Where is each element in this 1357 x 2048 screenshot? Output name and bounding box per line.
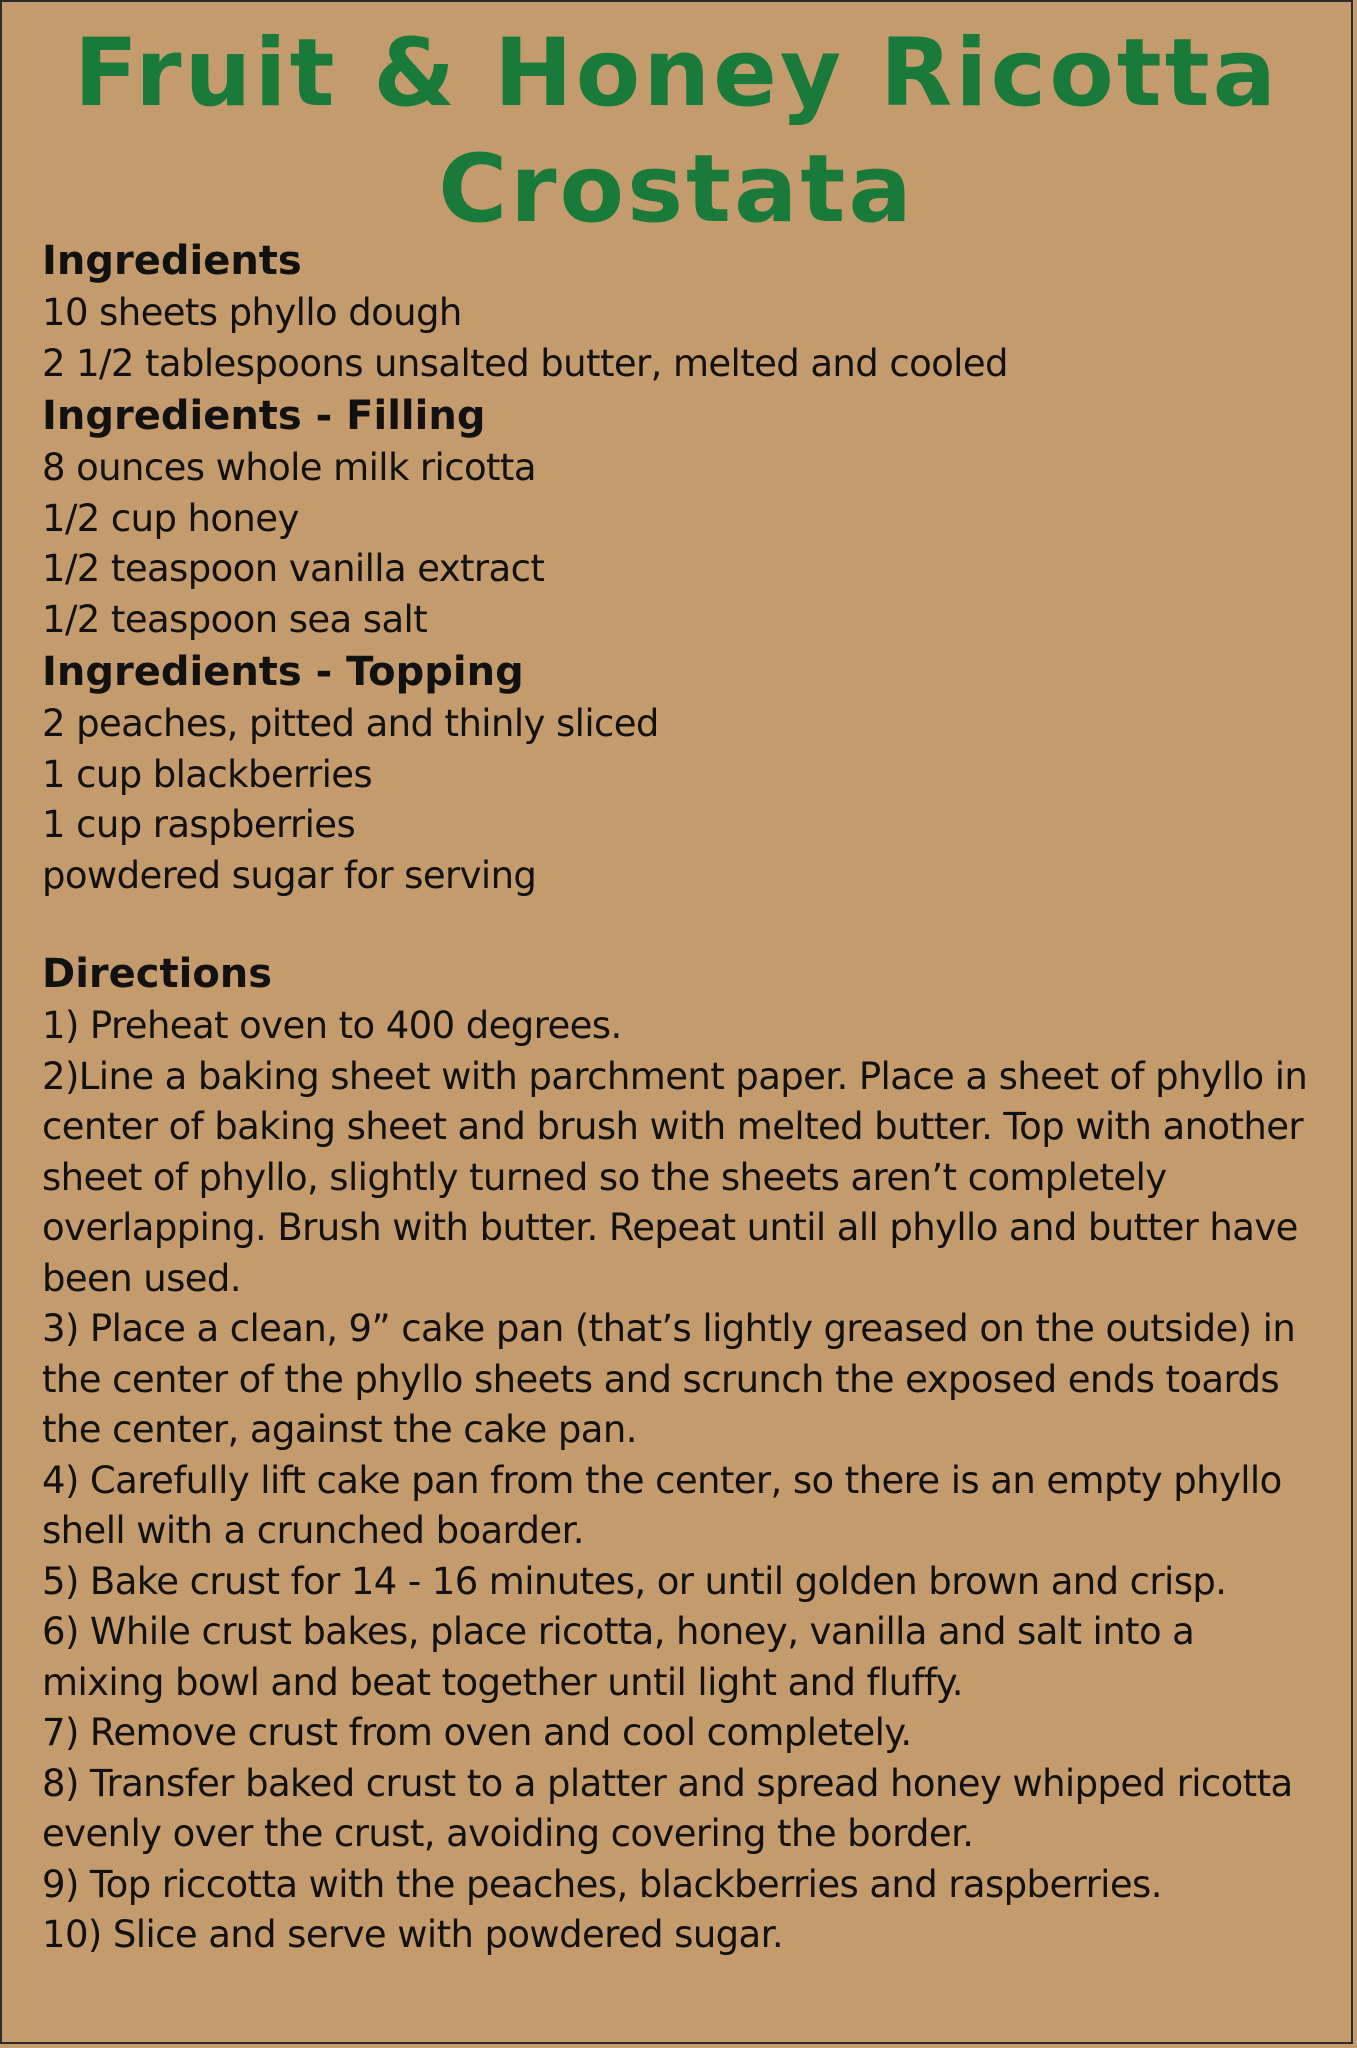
- ingredient-item: 2 1/2 tablespoons unsalted butter, melted and cooled: [42, 341, 1008, 385]
- ingredients-heading: Ingredients: [42, 238, 302, 284]
- filling-list: [42, 443, 1321, 645]
- filling-item: 8 ounces whole milk ricotta: [42, 446, 536, 489]
- direction-step: 2)Line a baking sheet with parchment paper. Place a sheet of phyllo in center of baking sheet and brush with melted butter. Top with another sheet of phyllo, slightly turned so the sheets aren’t completely overlapping. Brush with butter. Repeat until all phyllo and butter have been used.: [42, 1054, 1308, 1300]
- recipe-title-line-2: Crostata: [438, 135, 915, 244]
- topping-item: powdered sugar for serving: [42, 853, 537, 897]
- direction-step: 4) Carefully lift cake pan from the center, so there is an empty phyllo shell with a crunched boarder.: [42, 1458, 1282, 1552]
- directions-list: [42, 1001, 1321, 1961]
- direction-step: 10) Slice and serve with powdered sugar.: [42, 1913, 784, 1956]
- filling-item: 1/2 cup honey: [42, 496, 299, 540]
- recipe-title-line-1: Fruit & Honey Ricotta: [73, 19, 1280, 128]
- directions-heading: Directions: [42, 951, 273, 997]
- topping-item: 2 peaches, pitted and thinly sliced: [42, 702, 659, 745]
- section-spacer: [42, 901, 1321, 947]
- direction-step: 3) Place a clean, 9” cake pan (that’s lightly greased on the outside) in the center of the phyllo sheets and scrunch the exposed ends toards the center, against the cake pan.: [42, 1307, 1296, 1451]
- topping-heading: Ingredients - Topping: [42, 649, 524, 695]
- filling-heading: Ingredients - Filling: [42, 393, 486, 439]
- direction-step: 7) Remove crust from oven and cool completely.: [42, 1711, 912, 1754]
- direction-step: 5) Bake crust for 14 - 16 minutes, or until golden brown and crisp.: [42, 1559, 1227, 1603]
- direction-step: 9) Top riccotta with the peaches, blackberries and raspberries.: [42, 1862, 1162, 1906]
- direction-step: 6) While crust bakes, place ricotta, honey, vanilla and salt into a mixing bowl and beat together until light and fluffy.: [42, 1610, 1195, 1704]
- ingredients-list: [42, 288, 1321, 389]
- filling-item: 1/2 teaspoon sea salt: [42, 597, 428, 641]
- ingredient-item: 10 sheets phyllo dough: [42, 291, 462, 334]
- topping-list: [42, 699, 1321, 901]
- topping-item: 1 cup blackberries: [42, 752, 373, 796]
- direction-step: 8) Transfer baked crust to a platter and spread honey whipped ricotta evenly over the crust, avoiding covering the border.: [42, 1761, 1293, 1855]
- direction-step: 1) Preheat oven to 400 degrees.: [42, 1004, 622, 1047]
- recipe-title: [2, 2, 1351, 248]
- filling-item: 1/2 teaspoon vanilla extract: [42, 547, 545, 590]
- topping-item: 1 cup raspberries: [42, 803, 356, 846]
- recipe-content: [42, 234, 1321, 1961]
